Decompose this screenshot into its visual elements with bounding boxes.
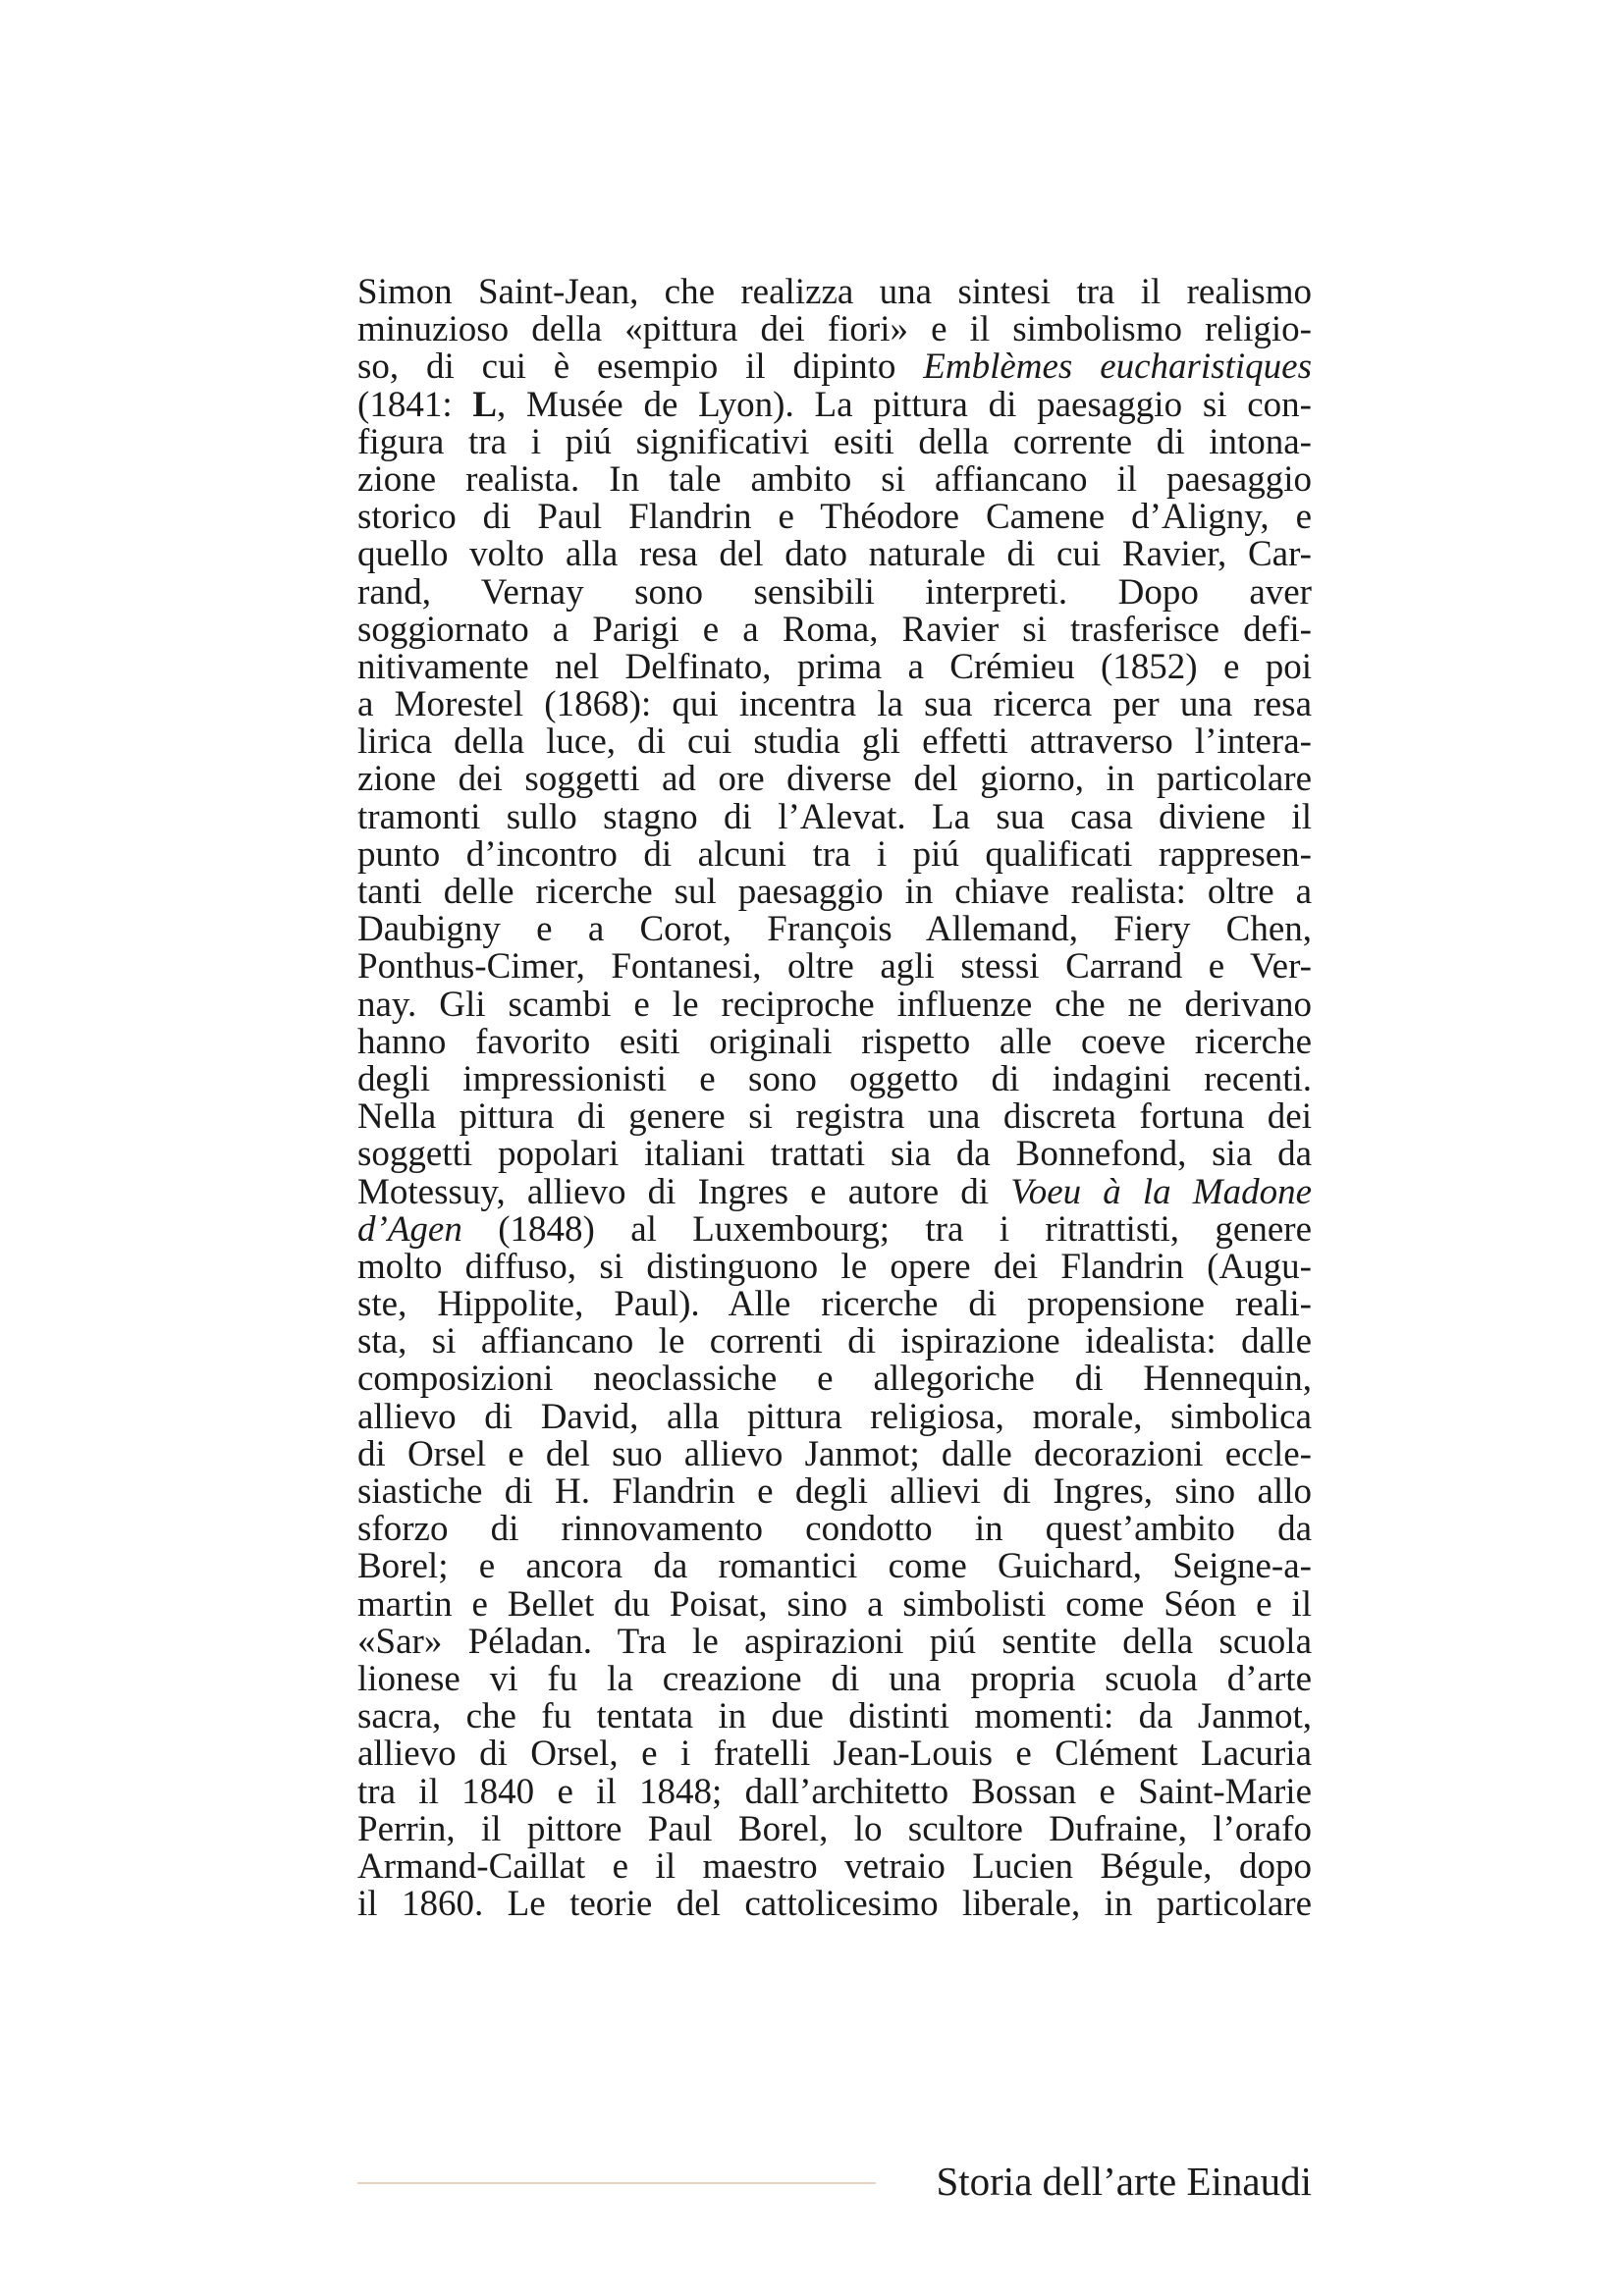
text-segment: Borel; e ancora da romantici come Guichard, Seigne-a- [357, 1548, 1312, 1586]
text-segment: tanti delle ricerche sul paesaggio in chiave realista: oltre a [357, 874, 1312, 912]
text-segment: Daubigny e a Corot, François Allemand, Fiery Chen, [357, 911, 1312, 949]
text-line [357, 274, 1312, 311]
text-segment: ste, Hippolite, Paul). Alle ricerche di propensione reali- [357, 1286, 1312, 1324]
text-line [357, 686, 1312, 723]
text-segment: allievo di David, alla pittura religiosa, morale, simbolica [357, 1398, 1312, 1436]
text-segment: Nella pittura di genere si registra una discreta fortuna dei [357, 1098, 1312, 1137]
text-segment: punto d’incontro di alcuni tra i piú qualificati rappresen- [357, 835, 1312, 874]
text-line [357, 1586, 1312, 1624]
text-line [357, 1661, 1312, 1698]
text-line [357, 649, 1312, 686]
text-line [357, 311, 1312, 348]
text-segment: hanno favorito esiti originali rispetto alle coeve ricerche [357, 1023, 1312, 1061]
text-line [357, 1511, 1312, 1548]
bold-text: L [472, 386, 498, 424]
text-segment: (1841: [357, 386, 473, 424]
text-segment: storico di Paul Flandrin e Théodore Camene d’Aligny, e [357, 499, 1312, 537]
text-segment: Armand-Caillat e il maestro vetraio Lucien Bégule, dopo [357, 1847, 1312, 1887]
text-segment: tramonti sullo stagno di l’Alevat. La sua casa diviene il [357, 798, 1312, 836]
italic-text: Voeu à la Madone [1010, 1173, 1312, 1211]
text-segment: zione dei soggetti ad ore diverse del giorno, in particolare [357, 761, 1312, 799]
text-line [357, 612, 1312, 649]
text-segment: soggetti popolari italiani trattati sia da Bonnefond, sia da [357, 1136, 1312, 1174]
text-segment: allievo di Orsel, e i fratelli Jean-Louis e Clément Lacuria [357, 1735, 1312, 1774]
text-line [357, 836, 1312, 874]
text-segment: molto diffuso, si distinguono le opere dei Flandrin (Augu- [357, 1248, 1312, 1287]
text-line [357, 1811, 1312, 1848]
text-line [357, 1548, 1312, 1585]
text-segment: rand, Vernay sono sensibili interpreti. Dopo aver [357, 573, 1312, 612]
text-segment: composizioni neoclassiche e allegoriche di Hennequin, [357, 1361, 1312, 1399]
text-line [357, 761, 1312, 798]
text-segment: figura tra i piú significativi esiti della corrente di intona- [357, 423, 1312, 461]
text-line [357, 1436, 1312, 1473]
text-line [357, 348, 1312, 386]
text-line [357, 1473, 1312, 1511]
text-line [357, 1136, 1312, 1173]
text-line [357, 987, 1312, 1024]
text-segment: Ponthus-Cimer, Fontanesi, oltre agli stessi Carrand e Ver- [357, 948, 1312, 987]
text-segment: Simon Saint-Jean, che realizza una sintesi tra il realismo [357, 274, 1312, 312]
text-segment: degli impressionisti e sono oggetto di indagini recenti. [357, 1060, 1312, 1099]
italic-text: d’Agen [357, 1210, 462, 1249]
text-line [357, 874, 1312, 911]
italic-text: Emblèmes eucharistiques [923, 348, 1312, 387]
text-segment: sforzo di rinnovamento condotto in quest’ambito da [357, 1511, 1312, 1549]
text-segment: il 1860. Le teorie del cattolicesimo liberale, in particolare [357, 1886, 1312, 1924]
text-segment: soggiornato a Parigi e a Roma, Ravier si trasferisce defi- [357, 611, 1312, 649]
text-segment: nitivamente nel Delfinato, prima a Crémieu (1852) e poi [357, 648, 1312, 687]
text-line [357, 387, 1312, 424]
text-line [357, 499, 1312, 536]
text-line [357, 799, 1312, 836]
text-line [357, 1399, 1312, 1436]
text-segment: lionese vi fu la creazione di una propria scuola d’arte [357, 1660, 1312, 1699]
text-line [357, 1735, 1312, 1773]
text-segment: tra il 1840 e il 1848; dall’architetto Bossan e Saint-Marie [357, 1773, 1312, 1811]
text-line [357, 911, 1312, 948]
footer-rule [357, 2182, 876, 2184]
text-segment: lirica della luce, di cui studia gli effetti attraverso l’intera- [357, 723, 1312, 762]
text-line [357, 461, 1312, 499]
text-segment: nay. Gli scambi e le reciproche influenze che ne derivano [357, 986, 1312, 1024]
text-line [357, 1624, 1312, 1661]
footer-title: Storia dell’arte Einaudi [936, 2159, 1312, 2204]
text-line [357, 1774, 1312, 1811]
text-segment: so, di cui è esempio il dipinto [357, 348, 924, 387]
text-line [357, 424, 1312, 461]
text-line [357, 574, 1312, 612]
text-line [357, 1174, 1312, 1211]
text-segment: (1848) al Luxembourg; tra i ritrattisti, genere [461, 1210, 1312, 1249]
text-line [357, 1211, 1312, 1249]
text-segment: di Orsel e del suo allievo Janmot; dalle decorazioni eccle- [357, 1435, 1312, 1473]
text-segment: siastiche di H. Flandrin e degli allievi di Ingres, sino allo [357, 1473, 1312, 1512]
text-segment: sacra, che fu tentata in due distinti momenti: da Janmot, [357, 1698, 1312, 1736]
text-segment: minuzioso della «pittura dei fiori» e il simbolismo religio- [357, 311, 1312, 349]
text-segment: zione realista. In tale ambito si affiancano il paesaggio [357, 460, 1312, 500]
text-segment: Motessuy, allievo di Ingres e autore di [357, 1173, 1011, 1211]
text-line [357, 1249, 1312, 1286]
text-line [357, 1323, 1312, 1361]
text-segment: sta, si affiancano le correnti di ispirazione idealista: dalle [357, 1323, 1312, 1362]
text-line [357, 1698, 1312, 1735]
text-line [357, 723, 1312, 761]
text-line [357, 1886, 1312, 1923]
text-segment: Perrin, il pittore Paul Borel, lo scultore Dufraine, l’orafo [357, 1810, 1312, 1848]
text-segment: , Musée de Lyon). La pittura di paesaggio si con- [497, 386, 1312, 424]
text-line [357, 536, 1312, 573]
body-text [357, 274, 1312, 1923]
text-line [357, 948, 1312, 986]
text-line [357, 1024, 1312, 1061]
text-segment: «Sar» Péladan. Tra le aspirazioni piú sentite della scuola [357, 1623, 1312, 1661]
text-line [357, 1848, 1312, 1886]
text-segment: martin e Bellet du Poisat, sino a simbolisti come Séon e il [357, 1585, 1312, 1624]
text-line [357, 1361, 1312, 1398]
text-line [357, 1061, 1312, 1098]
text-segment: quello volto alla resa del dato naturale di cui Ravier, Car- [357, 536, 1312, 574]
text-line [357, 1098, 1312, 1136]
text-segment: a Morestel (1868): qui incentra la sua ricerca per una resa [357, 686, 1312, 724]
text-line [357, 1286, 1312, 1323]
